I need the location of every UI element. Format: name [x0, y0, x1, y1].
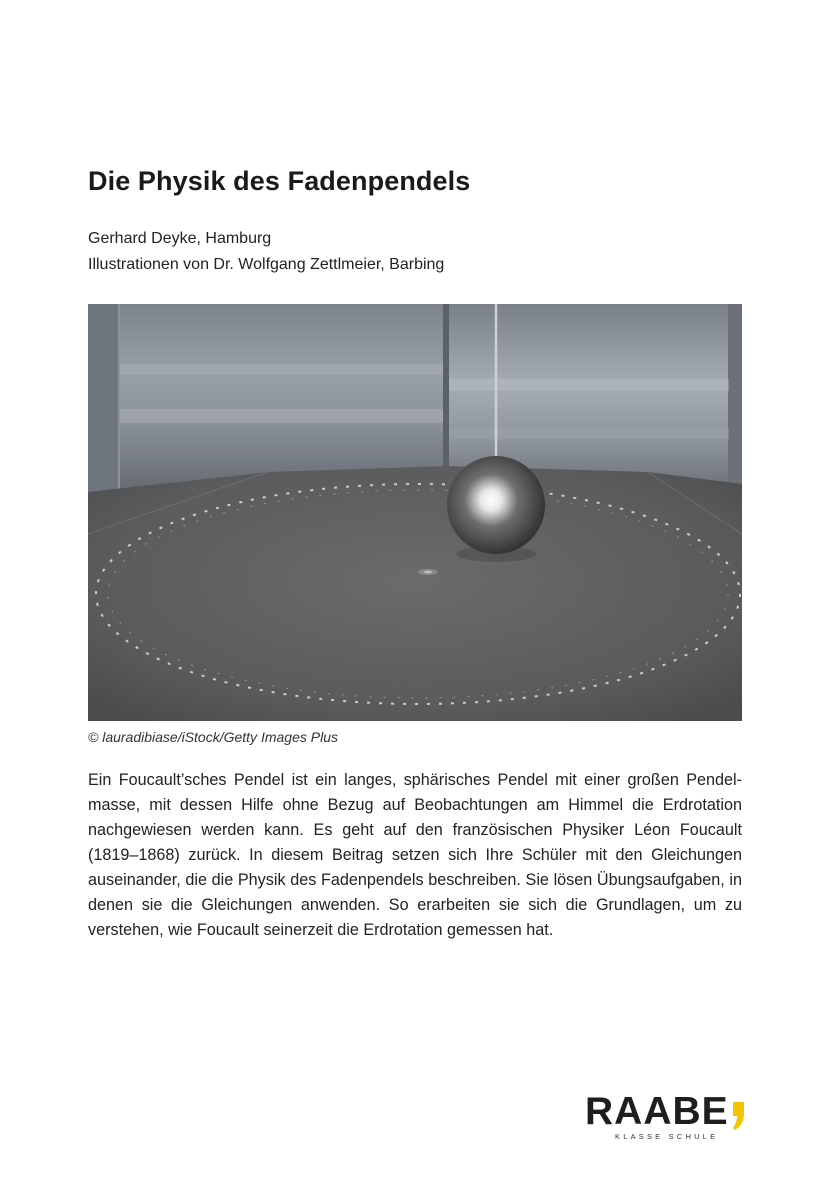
illustrator-line: Illustrationen von Dr. Wolfgang Zettlmeier, Barbing — [88, 256, 445, 273]
image-credit: © lauradibiase/iStock/Getty Images Plus — [88, 729, 338, 745]
foucault-pendulum-photo — [88, 304, 742, 721]
raabe-tagline: KLASSE SCHULE — [615, 1132, 719, 1141]
raabe-logo — [585, 1092, 750, 1142]
author-line: Gerhard Deyke, Hamburg — [88, 230, 272, 247]
logo-comma-icon — [731, 1102, 745, 1130]
raabe-wordmark: RAABE — [585, 1090, 729, 1133]
intro-paragraph: Ein Foucault’sches Pendel ist ein langes, sphärisches Pendel mit einer großen Pendelmasse, mit dessen Hilfe ohne Bezug auf Beobachtungen am Himmel die Erdrotation nachgewiesen werden kann. Es geht auf den französischen Physiker Léon Foucault (1819–1868) zurück. In diesem Beitrag setzen sich Ihre Schüler mit den Gleichungen auseinander, die die Physik des Fadenpendels beschreiben. Sie lösen Übungsaufgaben, in denen sie die Gleichungen anwenden. So erarbeiten sie sich die Grundlagen, um zu verstehen, wie Foucault seinerzeit die Erdrotation gemessen hat. — [88, 771, 742, 939]
page-title: Die Physik des Fadenpendels — [88, 166, 471, 196]
